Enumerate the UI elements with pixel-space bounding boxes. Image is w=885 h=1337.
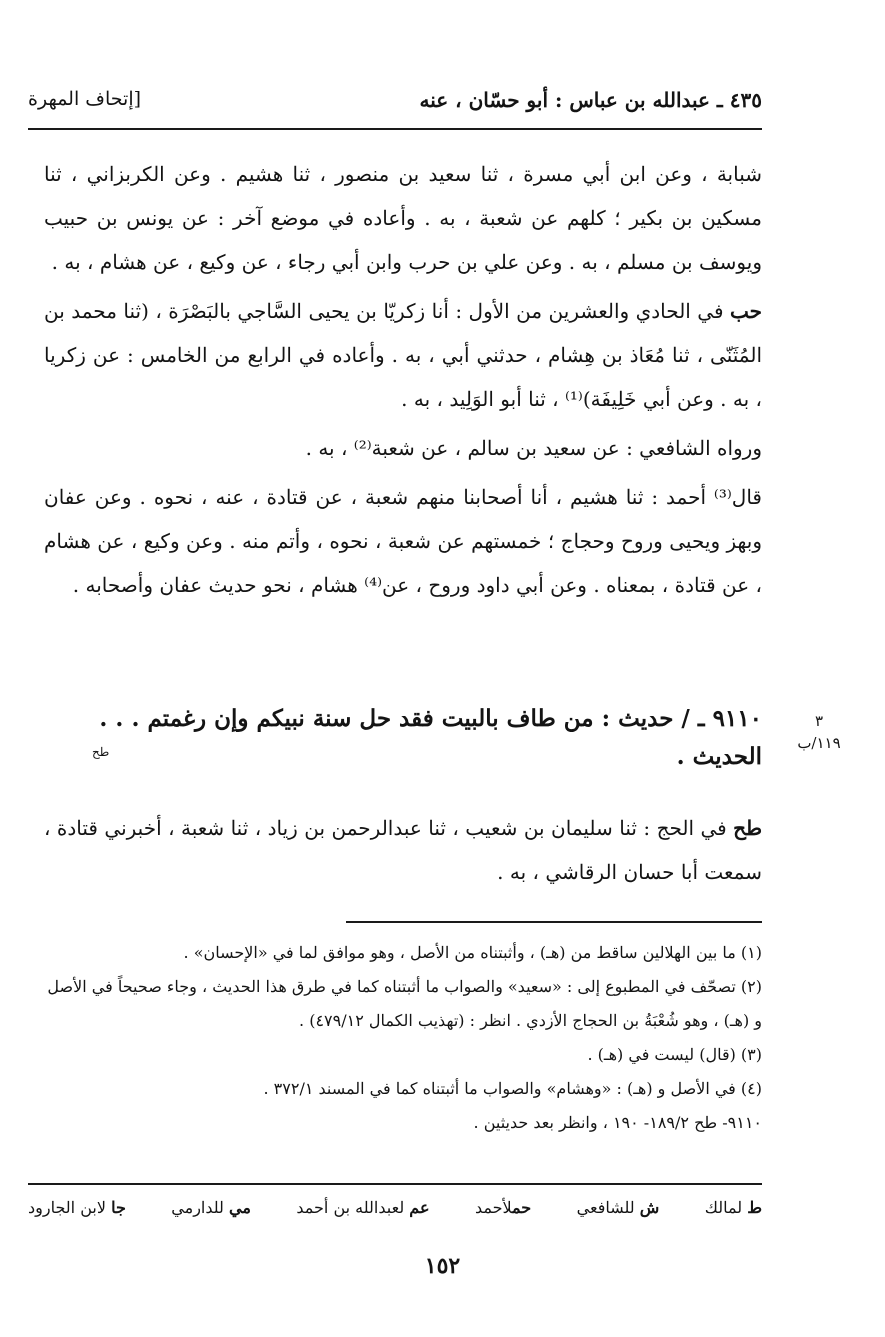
footnotes (44, 936, 762, 1140)
footnote: (٤) في الأصل و (هـ) : «وهشام» والصواب ما أثبتناه كما في المسند ٣٧٢/١ . (263, 1079, 762, 1098)
margin-note (788, 710, 850, 754)
paragraph: قال⁽³⁾ أحمد : ثنا هشيم ، أنا أصحابنا منهم شعبة ، عن قتادة ، عنه ، نحوه . وعن عفان وبهز ويحيى وروح وحجاج ؛ خمستهم عن شعبة ، نحوه ، وأتم منه . وعن وكيع ، عن هشام ، عن قتادة ، بمعناه . وعن أبي داود وروح ، عن⁽⁴⁾ هشام ، نحو حديث عفان وأصحابه . (44, 485, 762, 597)
main-text (44, 152, 762, 607)
paragraph: ورواه الشافعي : عن سعيد بن سالم ، عن شعبة⁽²⁾ ، به . (305, 436, 762, 460)
footnote: ٩١١٠- طح ١٨٩/٢- ١٩٠ ، وانظر بعد حديثين . (473, 1113, 762, 1132)
footnote: (١) ما بين الهلالين ساقط من (هـ) ، وأثبتناه من الأصل ، وهو موافق لما في «الإحسان» . (183, 943, 762, 962)
chapter-title: ٤٣٥ ـ عبدالله بن عباس : أبو حسّان ، عنه (419, 88, 762, 112)
legend-item: حملأحمد (474, 1198, 532, 1217)
legend-item: ط لمالك (704, 1198, 762, 1217)
legend-item: عم لعبدالله بن أحمد (296, 1198, 430, 1217)
margin-volume: ٣ (814, 712, 824, 730)
margin-folio: ١١٩/ب (797, 734, 841, 752)
book-title: [إتحاف المهرة (28, 88, 142, 110)
page-number: ١٥٢ (424, 1253, 461, 1279)
paragraph: شبابة ، وعن ابن أبي مسرة ، ثنا سعيد بن منصور ، ثنا هشيم . وعن الكربزاني ، ثنا مسكين بن بكير ؛ كلهم عن شعبة ، به . وأعاده في موضع آخر : عن يونس بن حبيب ويوسف بن مسلم ، به . وعن علي بن حرب وابن أبي رجاء ، عن وكيع ، عن هشام ، به . (44, 162, 762, 274)
tah-mark: طح (92, 745, 110, 759)
legend-item: جا لابن الجارود (28, 1198, 126, 1217)
footnote: (٢) تصحّف في المطبوع إلى : «سعيد» والصواب ما أثبتناه كما في طرق هذا الحديث ، وجاء صحيحاً في الأصل و (هـ) ، وهو شُعْبَةُ بن الحجاج الأزدي . انظر : (تهذيب الكمال ٤٧٩/١٢) . (47, 977, 762, 1030)
footnote: (٣) (قال) ليست في (هـ) . (587, 1045, 762, 1064)
header-divider (28, 128, 762, 130)
footnote-divider (346, 921, 762, 923)
hadith-text: طح في الحج : ثنا سليمان بن شعيب ، ثنا عبدالرحمن بن زياد ، ثنا شعبة ، أخبرني قتادة ، سمعت أبا حسان الرقاشي ، به . (44, 816, 762, 884)
paragraph: حب في الحادي والعشرين من الأول : أنا زكريّا بن يحيى السَّاجي بالبَصْرَة ، (ثنا محمد بن المُثَنّى ، ثنا مُعَاذ بن هِشام ، حدثني أبي ، به . وأعاده في الرابع من الخامس : عن زكريا ، به . وعن أبي خَلِيفَة)⁽¹⁾ ، ثنا أبو الوَلِيد ، به . (44, 299, 762, 411)
hadith-heading (28, 700, 762, 776)
legend-item: ش للشافعي (576, 1198, 660, 1217)
legend-item: مي للدارمي (171, 1198, 251, 1217)
legend-divider (28, 1183, 762, 1185)
hadith-title: ٩١١٠ ـ / حديث : من طاف بالبيت فقد حل سنة نبيكم وإن رغمتم . . . الحديث . (99, 705, 762, 770)
page-header (28, 88, 762, 124)
abbreviation-legend (28, 1198, 762, 1217)
